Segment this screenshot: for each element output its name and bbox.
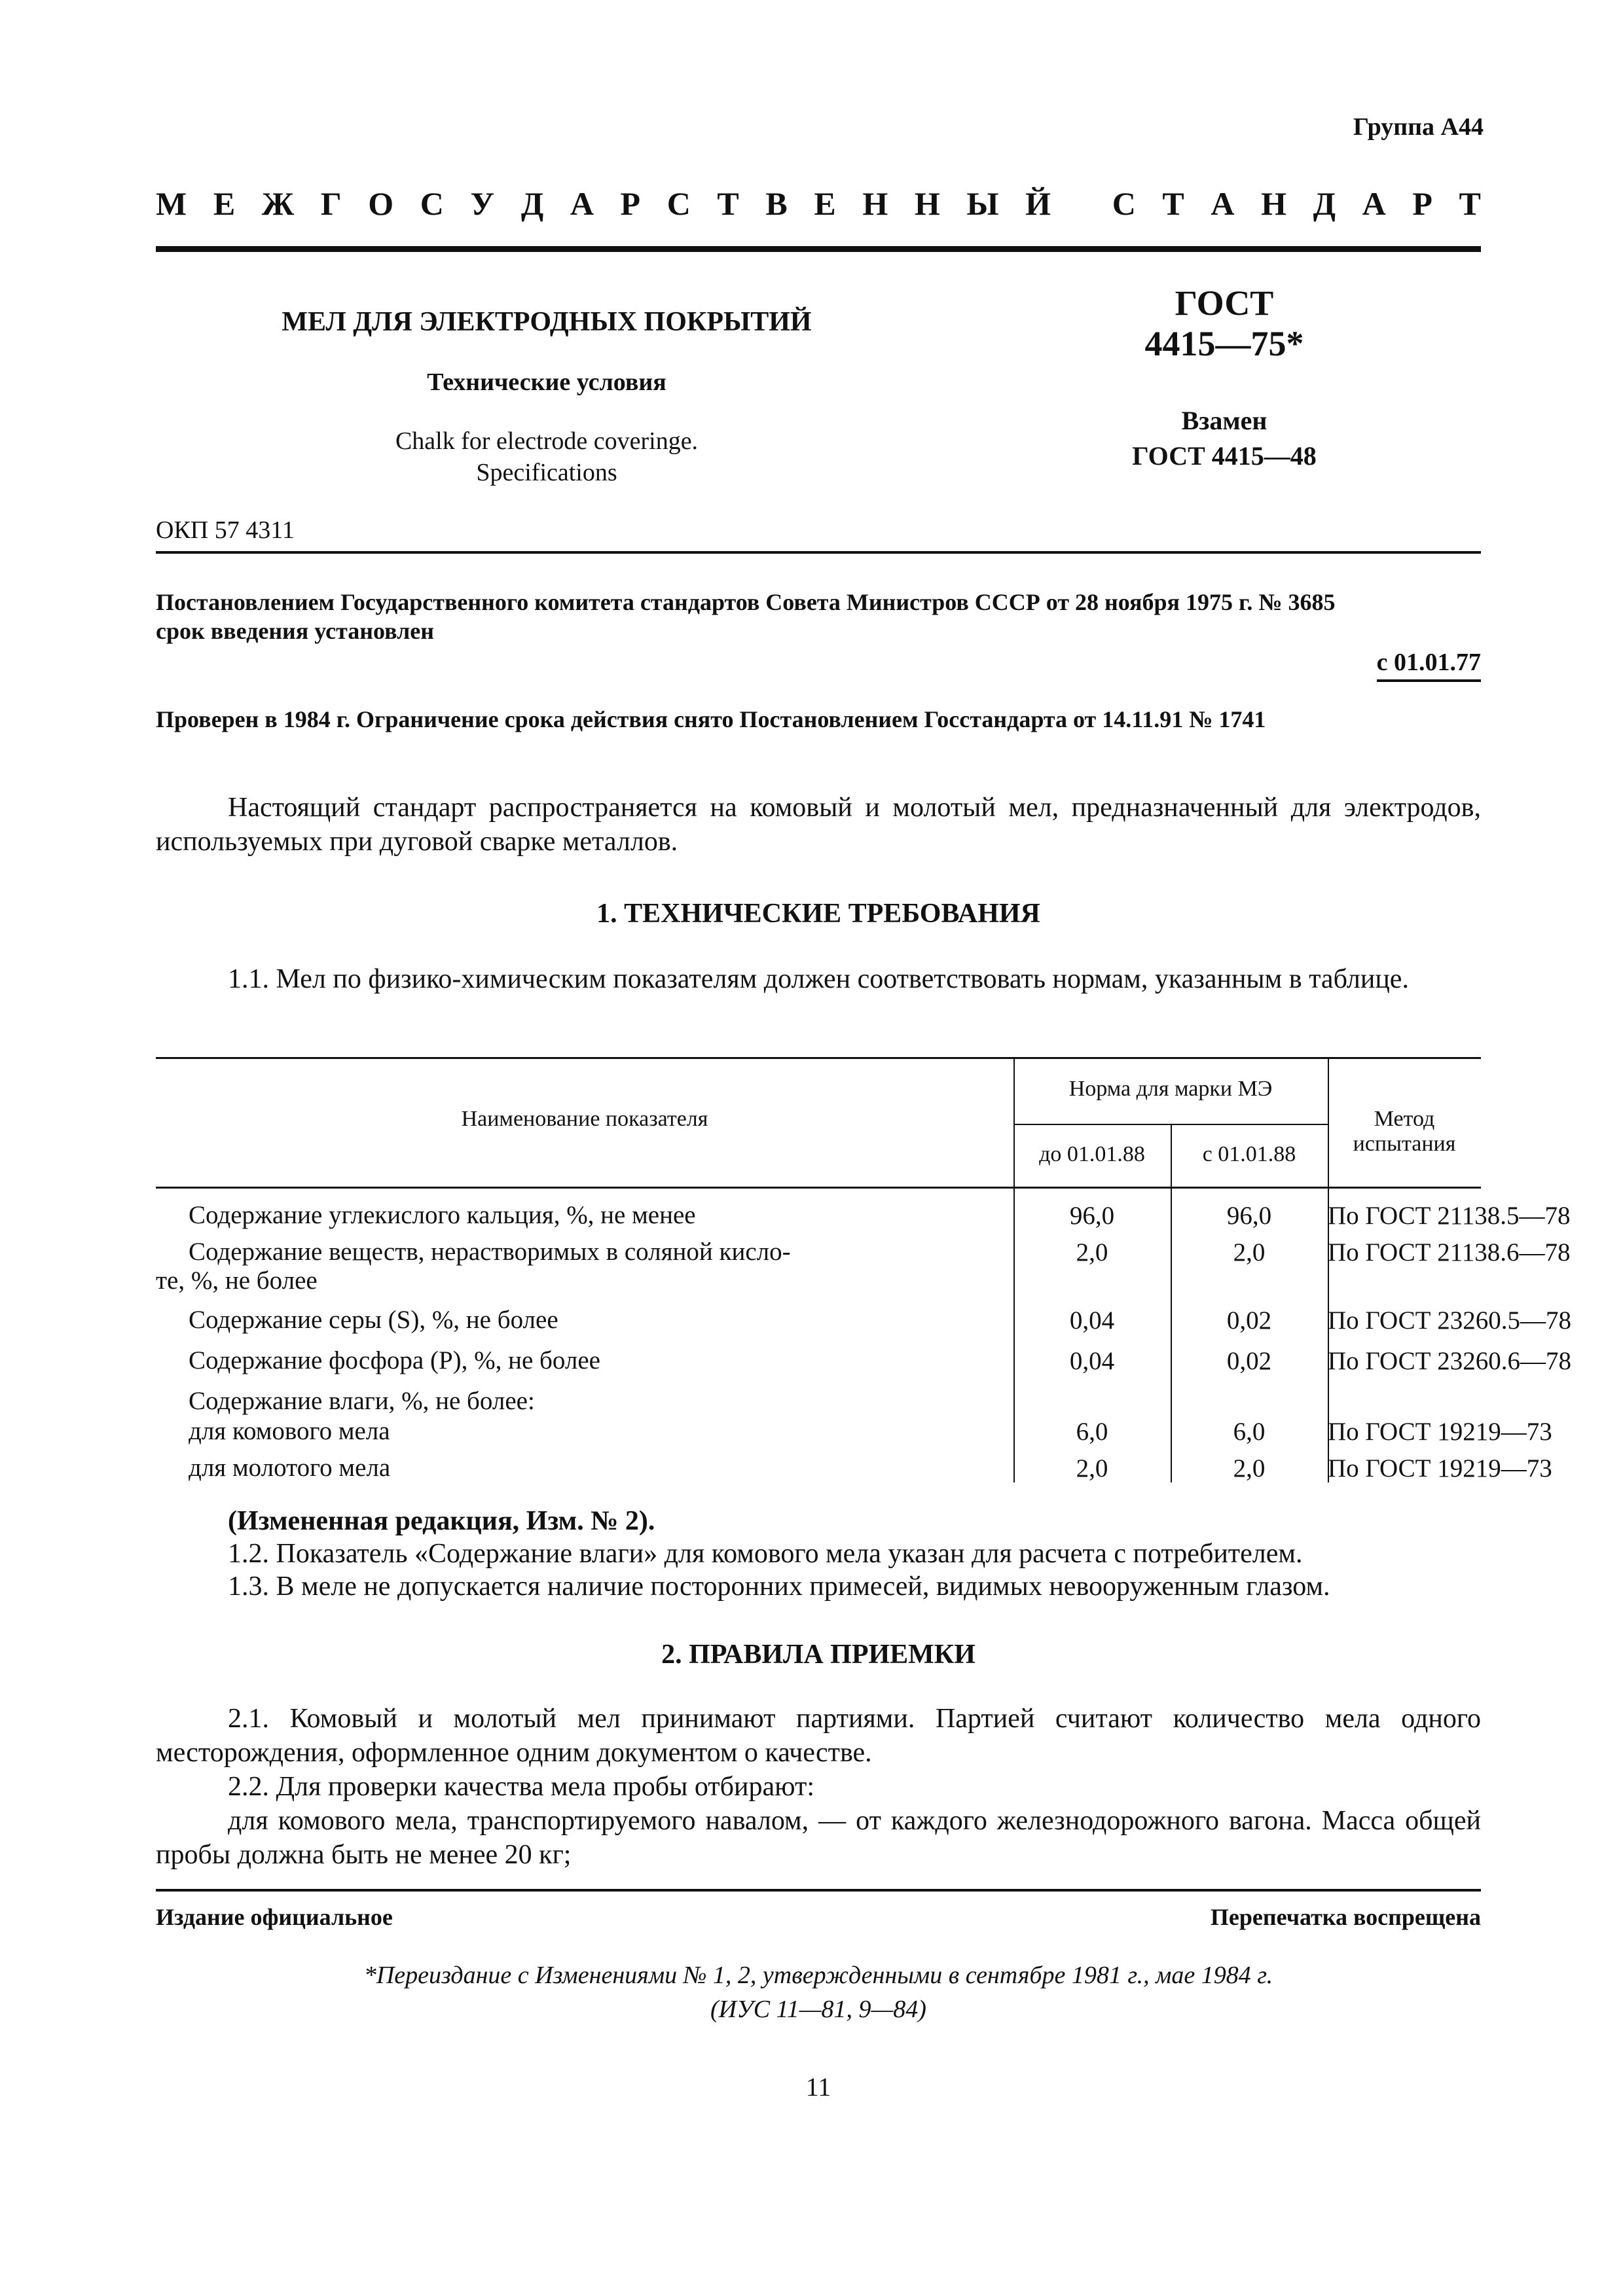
row-method: По ГОСТ 19219—73 [1328,1418,1552,1446]
paragraph-1-2: 1.2. Показатель «Содержание влаги» для комового мела указан для расчета с потребителем. [228,1539,1303,1569]
interstate-letter: Н [1261,185,1287,222]
row-method: По ГОСТ 21138.5—78 [1328,1202,1571,1230]
interstate-letter [1078,185,1086,223]
row-method: По ГОСТ 23260.5—78 [1328,1306,1571,1335]
row-name: Содержание фосфора (Р), %, не более [189,1346,600,1374]
row-method: По ГОСТ 23260.6—78 [1328,1347,1571,1375]
decree-line-2: срок введения установлен [156,618,435,644]
official-edition-label: Издание официальное [156,1904,393,1930]
row-value-after: 0,02 [1226,1347,1272,1375]
paragraph-2-2-item: для комового мела, транспортируемого навалом, — от каждого железнодорожного вагона. Масса общей пробы должна быть не менее 20 кг; [156,1806,1481,1870]
row-value-after: 2,0 [1233,1454,1266,1482]
row-method: По ГОСТ 21138.6—78 [1328,1238,1571,1266]
interstate-letter: Т [717,185,739,222]
interstate-letter: Р [620,185,641,222]
table-header-border [156,1187,1481,1189]
paragraph-2-2: 2.2. Для проверки качества мела пробы отбирают: [228,1772,814,1802]
interstate-standard-heading [156,185,1481,223]
row-name: Содержание влаги, %, не более: [189,1387,535,1415]
interstate-letter: О [368,185,394,222]
table-header-method: Метод испытания [1353,1107,1456,1156]
header-divider [156,246,1481,252]
interstate-letter: Д [520,185,544,222]
row-name [156,1238,1007,1295]
row-value-before: 96,0 [1069,1202,1115,1230]
interstate-letter: С [420,185,444,222]
row-name: для молотого мела [189,1454,391,1482]
section-2-heading: 2. ПРАВИЛА ПРИЕМКИ [661,1640,976,1670]
english-title-line-1: Chalk for electrode coveringe. [395,427,699,455]
table-header-before: до 01.01.88 [1039,1142,1145,1166]
row-name-line-1: Содержание веществ, нерастворимых в соляной кисло- [189,1238,791,1266]
table-header-after: с 01.01.88 [1202,1142,1296,1166]
replaces-code: ГОСТ 4415—48 [1132,441,1317,471]
row-value-before: 6,0 [1076,1418,1108,1446]
interstate-letter: Е [814,185,836,222]
okp-code: ОКП 57 4311 [156,516,295,544]
row-value-before: 0,04 [1069,1306,1115,1335]
row-name: Содержание серы (S), %, не более [189,1306,558,1334]
table-top-border [156,1057,1481,1059]
group-label: Группа А44 [1353,113,1484,141]
row-name-line-2: те, %, не более [156,1266,318,1295]
interstate-letter: Г [320,185,342,222]
paragraph-2-1: 2.1. Комовый и молотый мел принимают партиями. Партией считают количество мела одного месторождения, оформленное одним документом о качестве. [156,1704,1481,1768]
interstate-letter: Ж [261,185,295,222]
row-value-after: 0,02 [1226,1306,1272,1335]
page-number: 11 [805,2072,831,2102]
row-value-after: 6,0 [1233,1418,1266,1446]
row-name: Содержание углекислого кальция, %, не менее [189,1201,696,1229]
row-value-after: 96,0 [1226,1202,1272,1230]
document-title: МЕЛ ДЛЯ ЭЛЕКТРОДНЫХ ПОКРЫТИЙ [282,307,812,337]
footer-divider [156,1889,1481,1892]
english-title [183,425,910,488]
decree-text [156,588,1485,645]
title-divider [156,551,1481,554]
gost-label: ГОСТ [1175,283,1274,323]
row-name: для комового мела [189,1417,390,1445]
interstate-letter: А [570,185,594,222]
paragraph-1-1: 1.1. Мел по физико-химическим показателям должен соответствовать нормам, указанным в таблице. [228,964,1409,994]
interstate-letter: Т [1459,185,1481,222]
interstate-letter: Н [914,185,940,222]
row-value-before: 0,04 [1069,1347,1115,1375]
interstate-letter: Д [1313,185,1336,222]
english-title-line-2: Specifications [476,459,617,486]
row-method: По ГОСТ 19219—73 [1328,1454,1552,1482]
row-value-before: 2,0 [1076,1454,1108,1482]
decree-line-1: Постановлением Государственного комитета стандартов Совета Министров СССР от 28 ноября 1975 г. № 3685 [156,589,1336,615]
interstate-letter: А [1362,185,1386,222]
reissue-line-1: *Переиздание с Изменениями № 1, 2, утвержденными в сентябре 1981 г., мае 1984 г. [363,1962,1273,1989]
gost-code: 4415—75* [1144,324,1304,363]
interstate-letter: У [470,185,495,222]
interstate-letter: Р [1412,185,1432,222]
reissue-line-2: (ИУС 11—81, 9—84) [710,1996,926,2023]
replaces-label: Взамен [1181,406,1267,435]
interstate-letter: В [765,185,788,222]
table-header-name: Наименование показателя [461,1107,708,1131]
interstate-letter: Ы [966,185,999,222]
gost-number [1048,283,1401,364]
document-subtitle: Технические условия [427,368,666,396]
interstate-letter: А [1211,185,1235,222]
interstate-letter: Й [1025,185,1051,222]
row-value-before: 2,0 [1076,1238,1108,1266]
introduction-date: с 01.01.77 [1377,648,1481,682]
paragraph-1-3: 1.3. В меле не допускается наличие посторонних примесей, видимых невооруженным глазом. [228,1571,1330,1602]
row-value-after: 2,0 [1233,1238,1266,1266]
table-header-norm: Норма для марки МЭ [1068,1077,1273,1101]
amendment-note: (Измененная редакция, Изм. № 2). [228,1506,655,1536]
reprint-prohibited-label: Перепечатка воспрещена [1210,1904,1481,1930]
interstate-letter: М [156,185,187,222]
interstate-letter: С [666,185,691,222]
interstate-letter: Н [862,185,888,222]
checked-note: Проверен в 1984 г. Ограничение срока действия снято Постановлением Госстандарта от 14.11.91 № 1741 [156,706,1266,732]
interstate-letter: С [1112,185,1136,222]
reissue-note [156,1958,1481,2026]
replaces-block [1048,403,1401,474]
interstate-letter: Е [213,185,236,222]
interstate-letter: Т [1162,185,1184,222]
section-1-heading: 1. ТЕХНИЧЕСКИЕ ТРЕБОВАНИЯ [596,899,1040,929]
intro-paragraph: Настоящий стандарт распространяется на комовый и молотый мел, предназначенный для электродов, используемых при дуговой сварке металлов. [156,793,1481,857]
